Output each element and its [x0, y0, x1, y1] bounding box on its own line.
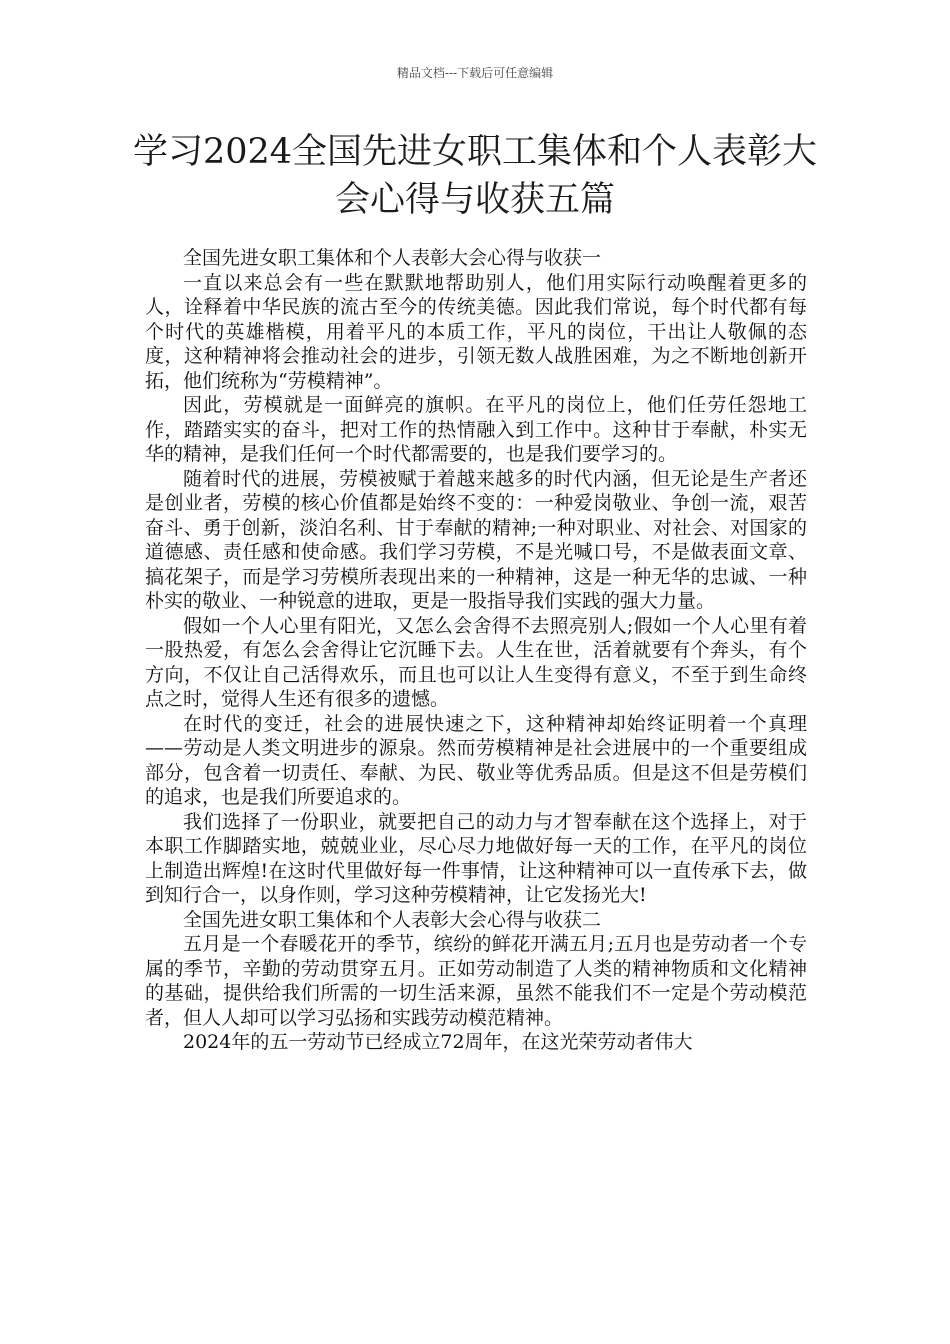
section-heading-2: 全国先进女职工集体和个人表彰大会心得与收获二 [183, 908, 602, 931]
paragraph: 一直以来总会有一些在默默地帮助别人，他们用实际行动唤醒着更多的人，诠释着中华民族的流古至今的传统美德。因此我们常说，每个时代都有每个时代的英雄楷模，用着平凡的本质工作，平凡的岗位，干出让人敬佩的态度，这种精神将会推动社会的进步，引领无数人战胜困难，为之不断地创新开拓，他们统称为“劳模精神”。 [145, 271, 807, 392]
paragraph: 随着时代的进展，劳模被赋于着越来越多的时代内涵，但无论是生产者还是创业者，劳模的核心价值都是始终不变的：一种爱岗敬业、争创一流，艰苦奋斗、勇于创新，淡泊名利、甘于奉献的精神;一种对职业、对社会、对国家的道德感、责任感和使命感。我们学习劳模，不是光喊口号，不是做表面文章、搞花架子，而是学习劳模所表现出来的一种精神，这是一种无华的忠诚、一种朴实的敬业、一种锐意的进取，更是一股指导我们实践的强大力量。 [145, 467, 807, 612]
section-heading-1: 全国先进女职工集体和个人表彰大会心得与收获一 [183, 247, 602, 269]
paragraph: 假如一个人心里有阳光，又怎么会舍得不去照亮别人;假如一个人心里有着一股热爱，有怎么会舍得让它沉睡下去。人生在世，活着就要有个奔头，有个方向，不仅让自己活得欢乐，而且也可以让人生变得有意义，不至于到生命终点之时，觉得人生还有很多的遗憾。 [145, 614, 807, 710]
page-header-note: 精品文档---下载后可任意编辑 [396, 66, 554, 80]
paragraph: 我们选择了一份职业，就要把自己的动力与才智奉献在这个选择上，对于本职工作脚踏实地，兢兢业业，尽心尽力地做好每一天的工作，在平凡的岗位上制造出辉煌!在这时代里做好每一件事情，让这种精神可以一直传承下去，做到知行合一，以身作则，学习这种劳模精神，让它发扬光大! [145, 810, 807, 906]
document-body [145, 246, 807, 1055]
paragraph: 在时代的变迁，社会的进展快速之下，这种精神却始终证明着一个真理——劳动是人类文明进步的源泉。然而劳模精神是社会进展中的一个重要组成部分，包含着一切责任、奉献、为民、敬业等优秀品质。但是这不但是劳模们的追求，也是我们所要追求的。 [145, 712, 807, 808]
paragraph: 五月是一个春暖花开的季节，缤纷的鲜花开满五月;五月也是劳动者一个专属的季节，辛勤的劳动贯穿五月。正如劳动制造了人类的精神物质和文化精神的基础，提供给我们所需的一切生活来源，虽然不能我们不一定是个劳动模范者，但人人却可以学习弘扬和实践劳动模范精神。 [145, 933, 807, 1029]
document-title: 学习2024全国先进女职工集体和个人表彰大会心得与收获五篇 [132, 132, 818, 220]
paragraph: 因此，劳模就是一面鲜亮的旗帜。在平凡的岗位上，他们任劳任怨地工作，踏踏实实的奋斗，把对工作的热情融入到工作中。这种甘于奉献，朴实无华的精神，是我们任何一个时代都需要的，也是我们要学习的。 [145, 394, 807, 465]
paragraph: 2024年的五一劳动节已经成立72周年，在这光荣劳动者伟大 [183, 1031, 693, 1053]
